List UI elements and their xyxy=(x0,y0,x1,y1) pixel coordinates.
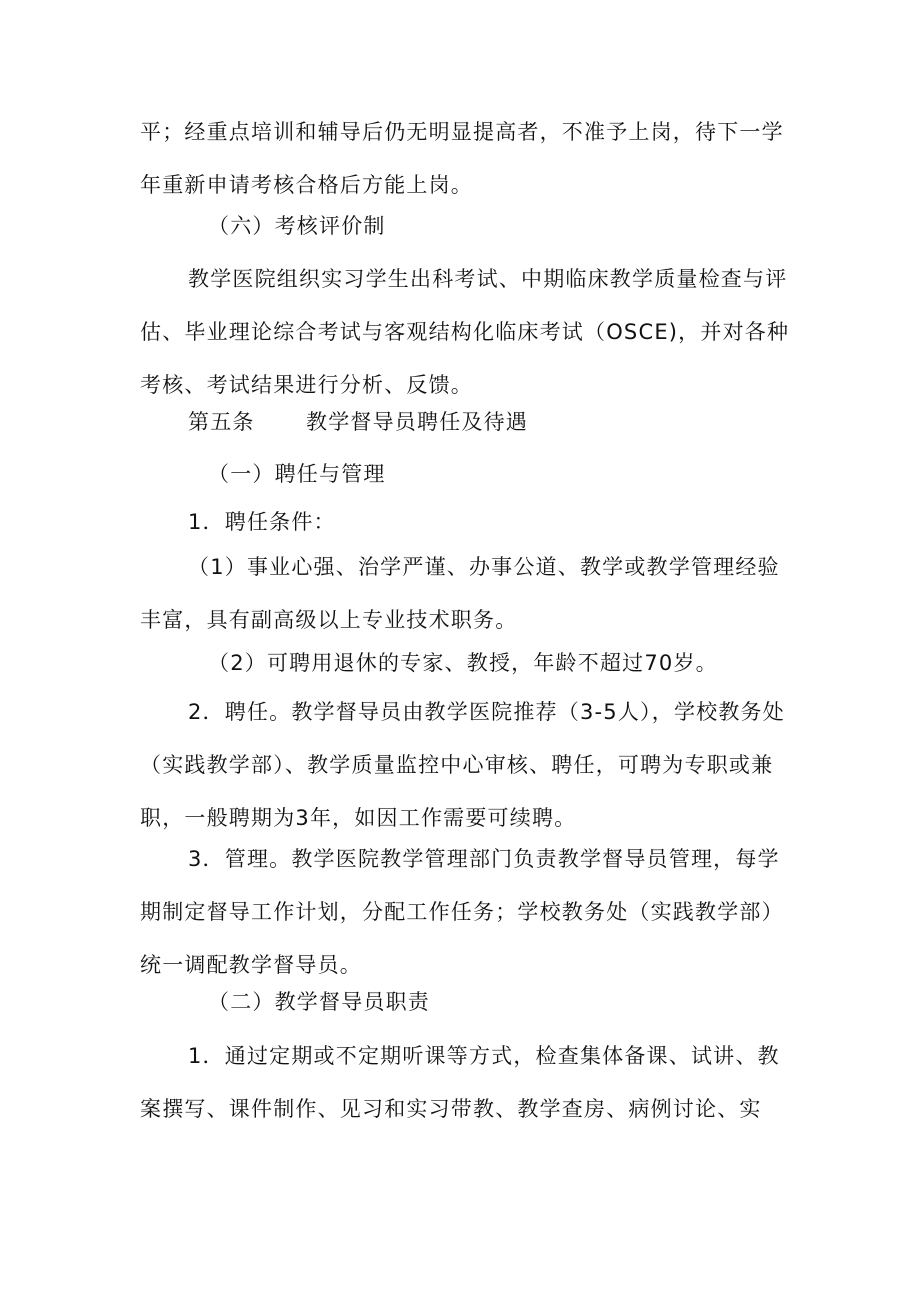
item-heading-conditions: 1．聘任条件： xyxy=(188,510,336,534)
paragraph-condition-1: （1）事业心强、治学严谨、办事公道、教学或教学管理经验丰富，具有副高级以上专业技术职务。 xyxy=(140,555,780,632)
paragraph-duty-1: 1．通过定期或不定期听课等方式，检查集体备课、试讲、教案撰写、课件制作、见习和实习带教、教学查房、病例讨论、实 xyxy=(140,1044,780,1121)
section-heading-duties: （二）教学督导员职责 xyxy=(208,990,430,1014)
section-heading-assessment: （六）考核评价制 xyxy=(208,214,386,238)
section-heading-appointment: （一）聘任与管理 xyxy=(208,462,386,486)
paragraph-condition-2: （2）可聘用退休的专家、教授，年龄不超过70岁。 xyxy=(208,651,718,675)
article-title: 教学督导员聘任及待遇 xyxy=(306,410,528,434)
paragraph-management: 3．管理。教学医院教学管理部门负责教学督导员管理，每学期制定督导工作计划，分配工作任务；学校教务处（实践教学部）统一调配教学督导员。 xyxy=(140,847,784,977)
article-heading xyxy=(188,396,528,449)
paragraph-appointment: 2．聘任。教学督导员由教学医院推荐（3-5人），学校教务处（实践教学部）、教学质量监控中心审核、聘任，可聘为专职或兼职，一般聘期为3年，如因工作需要可续聘。 xyxy=(140,700,785,830)
paragraph-assessment: 教学医院组织实习学生出科考试、中期临床教学质量检查与评估、毕业理论综合考试与客观结构化临床考试（OSCE)，并对各种考核、考试结果进行分析、反馈。 xyxy=(140,267,790,397)
paragraph-continuation: 平；经重点培训和辅导后仍无明显提高者，不准予上岗，待下一学年重新申请考核合格后方能上岗。 xyxy=(140,120,784,197)
article-number: 第五条 xyxy=(188,410,255,434)
